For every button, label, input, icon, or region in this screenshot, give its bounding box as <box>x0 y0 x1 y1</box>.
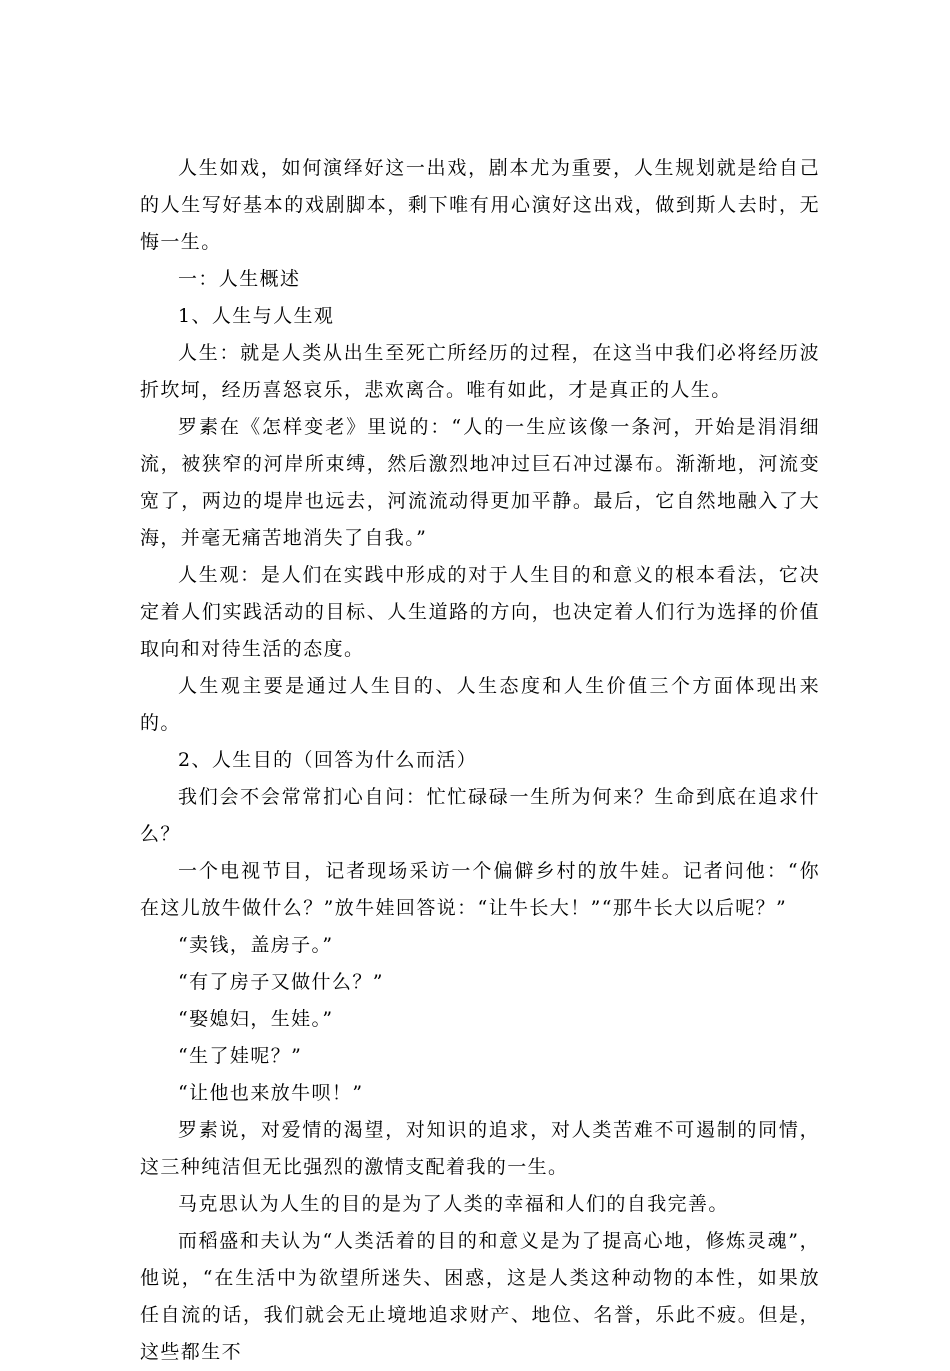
document-body <box>140 150 820 1371</box>
paragraph-russell-passions: 罗素说，对爱情的渴望，对知识的追求，对人类苦难不可遏制的同情，这三种纯洁但无比强烈的激情支配着我的一生。 <box>140 1119 820 1178</box>
dialogue-line: “让他也来放牛呗！” <box>178 1082 364 1104</box>
dialogue-line: “娶媳妇，生娃。” <box>178 1008 334 1030</box>
paragraph-marx: 马克思认为人生的目的是为了人类的幸福和人们的自我完善。 <box>178 1193 729 1215</box>
paragraph-intro: 人生如戏，如何演绎好这一出戏，剧本尤为重要，人生规划就是给自己的人生写好基本的戏剧脚本，剩下唯有用心演好这出戏，做到斯人去时，无悔一生。 <box>140 157 820 253</box>
paragraph-outlook-aspects: 人生观主要是通过人生目的、人生态度和人生价值三个方面体现出来的。 <box>140 675 820 734</box>
section-heading-overview: 一：人生概述 <box>178 268 301 290</box>
subheading-life-purpose: 2、人生目的（回答为什么而活） <box>178 749 478 771</box>
dialogue-line: “卖钱，盖房子。” <box>178 934 334 956</box>
dialogue-line: “有了房子又做什么？” <box>178 971 384 993</box>
paragraph-life-definition: 人生：就是人类从出生至死亡所经历的过程，在这当中我们必将经历波折坎坷，经历喜怒哀乐，悲欢离合。唯有如此，才是真正的人生。 <box>140 342 820 401</box>
paragraph-russell-quote: 罗素在《怎样变老》里说的：“人的一生应该像一条河，开始是涓涓细流，被狭窄的河岸所束缚，然后激烈地冲过巨石冲过瀑布。渐渐地，河流变宽了，两边的堤岸也远去，河流流动得更加平静。最后，它自然地融入了大海，并毫无痛苦地消失了自我。” <box>140 416 820 549</box>
subheading-life-and-outlook: 1、人生与人生观 <box>178 305 335 327</box>
paragraph-self-question: 我们会不会常常扪心自问：忙忙碌碌一生所为何来？生命到底在追求什么？ <box>140 786 820 845</box>
paragraph-inamori: 而稻盛和夫认为“人类活着的目的和意义是为了提高心地，修炼灵魂”，他说，“在生活中为欲望所迷失、困惑，这是人类这种动物的本性，如果放任自流的话，我们就会无止境地追求财产、地位、名誉，乐此不疲。但是，这些都生不 <box>140 1230 820 1363</box>
dialogue-line: “生了娃呢？” <box>178 1045 303 1067</box>
paragraph-outlook-definition: 人生观：是人们在实践中形成的对于人生目的和意义的根本看法，它决定着人们实践活动的目标、人生道路的方向，也决定着人们行为选择的价值取向和对待生活的态度。 <box>140 564 820 660</box>
paragraph-interview: 一个电视节目，记者现场采访一个偏僻乡村的放牛娃。记者问他：“你在这儿放牛做什么？”放牛娃回答说：“让牛长大！”“那牛长大以后呢？” <box>140 860 820 919</box>
